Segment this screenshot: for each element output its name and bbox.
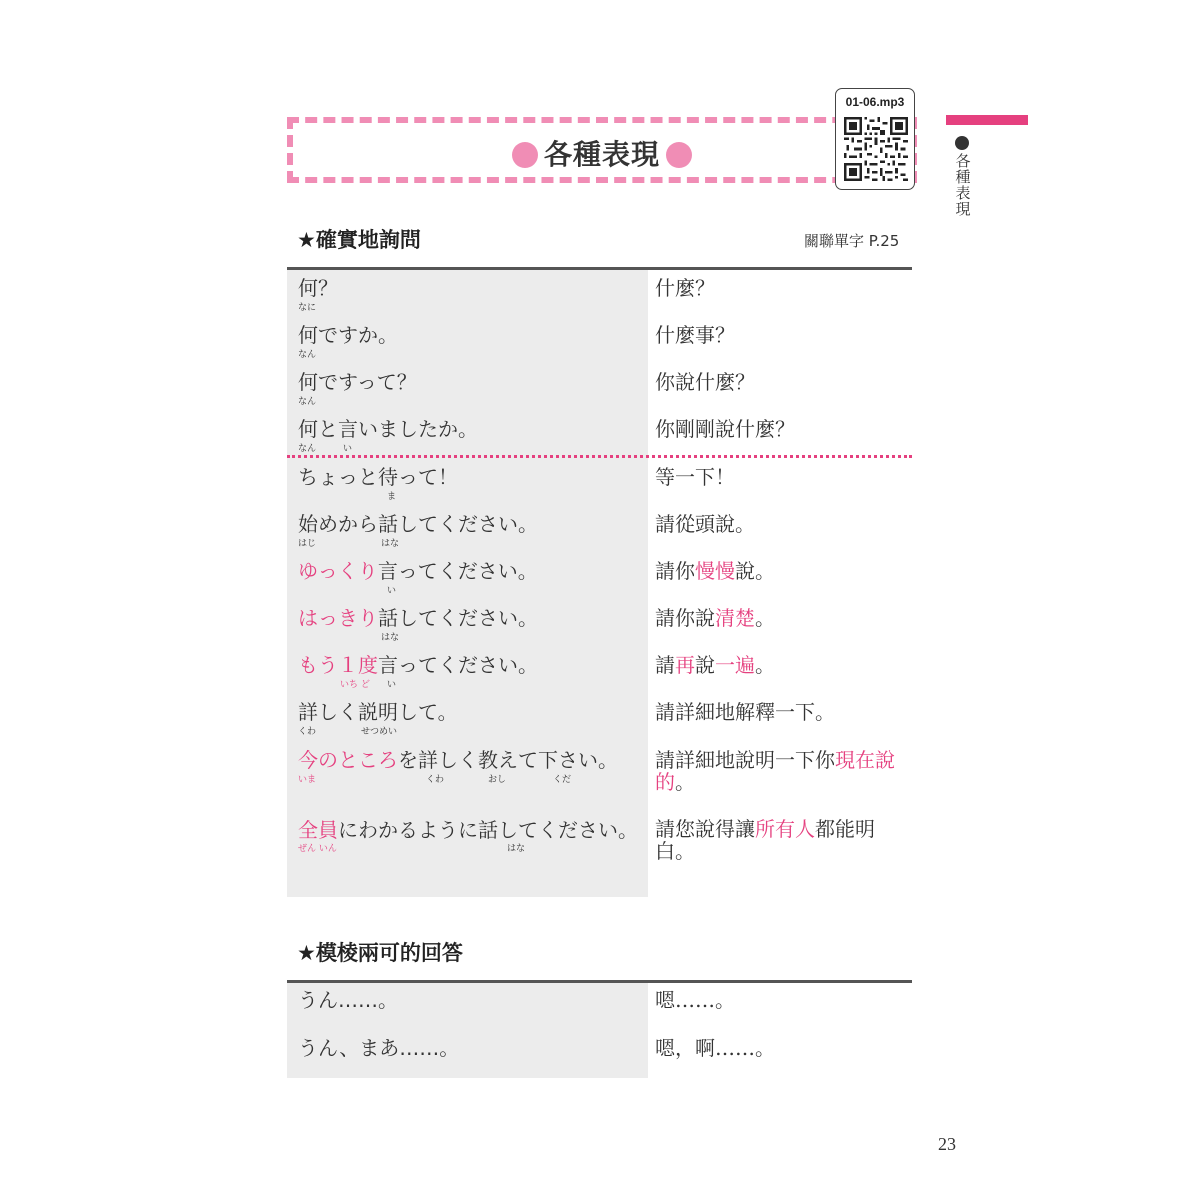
furigana: なん [298,350,317,360]
furigana: はな [381,633,400,643]
furigana: い [387,680,397,690]
phrase-japanese: 今のところを詳しく教えて下さい。 [298,748,618,772]
phrase-chinese: 請詳細地說明一下你現在說的。 [655,748,895,794]
phrase-japanese: はっきり話してください。 [298,606,538,630]
phrase-chinese: 嗯……。 [655,988,735,1012]
phrase-chinese: 什麼？ [655,276,715,300]
furigana: い [387,586,397,596]
phrase-japanese: 何と言いましたか。 [298,417,478,441]
page-title: 各種表現 [293,133,911,173]
side-tab-dot-icon [955,136,969,150]
furigana: いち ど [340,680,370,690]
side-tab-bar [946,115,1028,125]
phrase-japanese: うん、まあ……。 [298,1036,460,1060]
japanese-column-bg [287,270,648,897]
related-vocab-ref: 關聯單字 P.25 [804,232,900,250]
phrase-chinese: 請詳細地解釋一下。 [655,700,835,724]
phrase-chinese: 請再說一遍。 [655,653,775,677]
furigana: おし [488,775,507,785]
title-box [287,117,917,183]
furigana: せつめい [361,727,398,737]
audio-file-label: 01-06.mp3 [845,95,905,109]
phrase-japanese: 何ですって？ [298,370,417,394]
qr-code-icon [844,117,908,181]
phrase-japanese: 全員にわかるように話してください。 [298,818,638,842]
phrase-japanese: ゆっくり言ってください。 [298,559,538,583]
furigana: はな [381,539,400,549]
phrase-japanese: もう１度言ってください。 [298,653,538,677]
phrase-chinese: 你說什麼？ [655,370,755,394]
side-tab-label: 各種表現 [955,152,971,218]
phrase-chinese: 你剛剛說什麼？ [655,417,795,441]
dotted-divider [287,455,912,458]
furigana: はな [507,844,526,854]
phrase-japanese: 始めから話してください。 [298,512,538,536]
furigana: ぜん いん [298,844,337,854]
phrase-chinese: 什麼事？ [655,323,735,347]
furigana: い [343,444,353,454]
furigana: なん [298,397,317,407]
section-title: ★模棱兩可的回答 [297,941,463,965]
qr-audio-box[interactable] [835,88,915,190]
phrase-chinese: 請從頭說。 [655,512,755,536]
page-number: 23 [938,1134,956,1154]
phrase-chinese: 請你慢慢說。 [655,559,775,583]
phrase-japanese: うん……。 [298,988,398,1012]
phrase-japanese: 何ですか。 [298,323,398,347]
section-title: ★確實地詢問 [297,228,421,252]
furigana: くわ [426,775,445,785]
pink-dot-icon [666,142,692,168]
furigana: はじ [298,539,317,549]
furigana: ま [387,492,397,502]
furigana: いま [298,775,317,785]
furigana: くだ [553,775,572,785]
phrase-chinese: 嗯，啊……。 [655,1036,775,1060]
phrase-japanese: ちょっと待って！ [298,465,458,489]
furigana: くわ [298,727,317,737]
phrase-japanese: 何？ [298,276,338,300]
phrase-chinese: 等一下！ [655,465,735,489]
furigana: なに [298,303,317,313]
furigana: なん [298,444,317,454]
phrase-japanese: 詳しく説明して。 [298,700,458,724]
phrase-chinese: 請你說清楚。 [655,606,775,630]
pink-dot-icon [512,142,538,168]
phrase-chinese: 請您說得讓所有人都能明白。 [655,817,875,863]
